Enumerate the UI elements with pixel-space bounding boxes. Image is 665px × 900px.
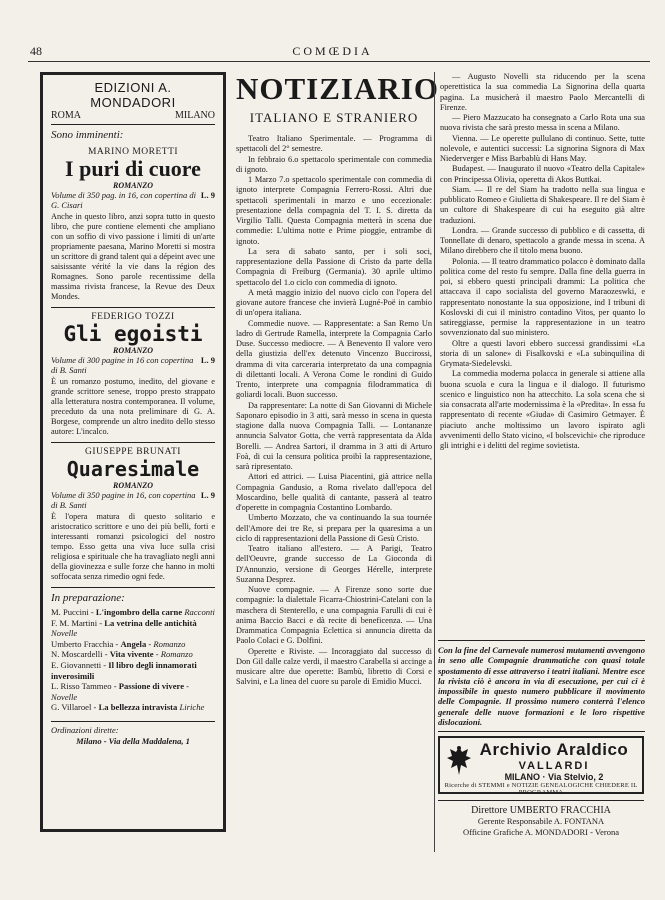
news-paragraph: Operette e Riviste. — Incoraggiato dal successo di Don Gil dalle calze verdi, il maestro Carabella si accinge a musicare altre due operette: Bambù, libretto di Corsi e Salvini, e La linea del cuore su parole di Emidio Mucci.: [236, 646, 432, 687]
article-body-middle: [236, 134, 432, 688]
ad-divider: [51, 442, 215, 443]
book-volume: L. 9 Volume di 300 pagine in 16 con copertina di B. Santi: [51, 355, 215, 375]
ad-book: [51, 147, 215, 302]
book-author: MARINO MORETTI: [87, 147, 179, 157]
news-paragraph: Siam. — Il re del Siam ha tradotto nella sua lingua e pubblicato Romeo e Giulietta di Shakespeare. Il re del Siam è un cultore di Shakespeare di cui ha eseguito già altre traduzioni.: [440, 184, 645, 225]
news-paragraph: Teatro Italiano Sperimentale. — Programma di spettacoli del 2° semestre.: [236, 134, 432, 154]
article-title: NOTIZIARIO: [236, 71, 439, 106]
ad-cities: [51, 110, 215, 125]
ad-book: [51, 447, 215, 582]
news-paragraph: In febbraio 6.o spettacolo sperimentale con commedia di ignoto.: [236, 154, 432, 174]
book-price: L. 9: [200, 190, 215, 200]
mondadori-ad: [40, 72, 226, 832]
news-paragraph: Attori ed attrici. — Luisa Piacentini, già attrice nella Compagnia Gandusio, a Roma rivelato dall'epoca del Moscardino, belle qualità di cantante, passerà al teatro d'operette in compagnia Costantino Lombardo.: [236, 472, 432, 512]
ad-orders: [51, 721, 215, 747]
credits: [438, 800, 644, 838]
news-paragraph: Umberto Mozzato, che va continuando la sua tournée dell'Amore dei tre Re, si prepara per la quaresima a un ciclo di rappresentazioni della Passione di Gesù Cristo.: [236, 513, 432, 543]
news-column-middle: [236, 71, 439, 688]
book-description: È l'opera matura di questo solitario e aristocratico scrittore e uno dei più belli, forti e interessanti romanzi psicologici del nostro tempo. Esso getta una viva luce sulla crisi religiosa e spirituale che ha travagliato negli anni della giovinezza e sulle forze che hanno in molti soffocata senza rimedio ogni fede.: [51, 512, 215, 581]
ad-divider: [51, 587, 215, 588]
ad-divider: [51, 307, 215, 308]
book-price: L. 9: [200, 490, 215, 500]
eagle-icon: [446, 744, 472, 778]
news-paragraph: Vienna. — Le operette pullulano di continuo. Sette, tutte nolevole, e autentici successi: La signorina Signora di Max Niederverger e Miss Barbablù di Hans May.: [440, 133, 645, 163]
news-paragraph: La commedia moderna polacca in generale si attiene alla buona scuola e cura la lingua e il dialogo. Il futurismo scenico e linguistico non ha attecchito. La sola scena che si sia consacrata all'arte modernissima è la «Predita». In essa fu rappresentato di recente «Giuda» di Casimiro Getmayer. È piaciuto anche moltissimo un lavoro ispirato agli avvenimenti dello Stato vicino, «I bolscevichi» che riproduce gli intrighi e i delitti del regime sovietista.: [440, 369, 645, 450]
araldico-address: MILANO · Via Stelvio, 2: [504, 772, 604, 782]
book-price: L. 9: [200, 355, 215, 365]
magazine-title: COMŒDIA: [292, 44, 373, 58]
book-title: Gli egoisti: [63, 322, 203, 346]
news-column-right: [440, 72, 645, 451]
prep-title: In preparazione:: [51, 592, 125, 604]
prep-item: M. Puccini - L'ingombro della carne Racconti: [51, 607, 215, 617]
book-title: Quaresimale: [66, 457, 200, 481]
prep-item: E. Giovannetti - Il libro degli innamorati inverosimili: [51, 659, 197, 681]
news-paragraph: Da rappresentare: La notte di San Giovanni di Michele Saponaro episodio in 3 atti, sarà messo in scena in questa stagione dalla nuova Compagnia Talli. — Lontananze annuncia Salvator Gotta, che verrà rappresentata da Alda Borelli. — Andrea Sartori, il dramma in 3 atti di Arturo Foà, di cui la censura politica proibì la rappresentazione, sarà ripresentato.: [236, 400, 432, 471]
ad-book: [51, 312, 215, 437]
orders-address: Milano - Via della Maddalena, 1: [76, 735, 190, 746]
orders-label: Ordinazioni dirette:: [51, 724, 119, 735]
araldico-vallardi: VALLARDI: [518, 760, 590, 772]
ad-publisher: EDIZIONI A. MONDADORI: [90, 80, 176, 110]
news-paragraph: Commedie nuove. — Rappresentate: a San Remo Un ladro di Gertrude Ramella, interprete la Compagnia Carlo Duse. Successo mediocre. — A Benevento Il valore vero della giustizia dell'ex detenuto Vincenzo Buccirossi, dramma di vita carceraria interpretato da una compagnia di dilettanti locali. A Verona Come le rondini di Guido Trento, interprete una compagnia filodrammatica di goliardi locali. Buon successo.: [236, 318, 432, 400]
news-paragraph: A metà maggio inizio del nuovo ciclo con l'opera del giovane autore francese che invierà Lugné-Poë in cambio di un'opera italiana.: [236, 287, 432, 318]
article-body-right: [440, 72, 645, 451]
news-paragraph: — Augusto Novelli sta riducendo per la scena operettistica la sua commedia La Signorina della quarta pagina. La musicherà il maestro Paolo Mercantelli di Firenze.: [440, 72, 645, 112]
ad-city-right: MILANO: [175, 110, 215, 121]
ad-city-left: ROMA: [51, 110, 82, 121]
book-genre: ROMANZO: [112, 346, 153, 355]
book-genre: ROMANZO: [112, 481, 153, 490]
book-description: È un romanzo postumo, inedito, del giovane e grande scrittore senese, troppo presto strappato alla letteratura nostra contemporanea. Il volume, preceduto da una nota preliminare di G. A. Borgese, comprende un altro inedito dello stesso autore: L'incalco.: [51, 377, 215, 436]
news-paragraph: 1 Marzo 7.o spettacolo sperimentale con commedia di ignoto interprete Compagnia Ferrero-Rossi. Altri due spettacoli sperimentali in marzo e uno eccezionale: presentazione della compagnia del T. I. S. diretta da Virgilio Talli. Questa Compagnia metterà in scena due commedie: L'ultima notte e Prime pioggie, entrambe di ignoto.: [236, 175, 432, 246]
prep-item: Umberto Fracchia - Angela - Romanzo: [51, 638, 186, 649]
book-description: Anche in questo libro, anzi sopra tutto in questo libro, che pure contiene elementi che ampliano con un soffio di vivo passione i limiti di un'arte propriamente paesana, Marino Moretti si mostra un scrittore di grand talent qui a dépeint avec une saisissante vérité la vie dans la région des Romagnes. Sono parole recentissime della massima rivista francese, la Revue des Deux Mondes.: [51, 212, 215, 301]
book-volume: L. 9 Volume di 350 pagine in 16, con copertina di B. Santi: [51, 490, 215, 510]
article-subtitle: ITALIANO E STRANIERO: [249, 110, 419, 125]
prep-item: N. Moscardelli - Vita vivente - Romanzo: [51, 649, 193, 660]
news-paragraph: Oltre a questi lavori ebbero successi grandissimi «La storia di un salone» di Fisalkovski e «La subinquilina di Grymata-Siedelevski.: [440, 338, 645, 368]
credits-director: Direttore UMBERTO FRACCHIA: [471, 805, 611, 816]
news-paragraph: La sera di sabato santo, per i soli soci, rappresentazione della Passione di Cristo da parte della Compagnia di Freiburg (Germania). 30 aprile ultimo spettacolo del 1.o ciclo con commedia di ignoto.: [236, 246, 432, 287]
prep-list: [51, 607, 215, 713]
book-volume: L. 9 Volume di 350 pag. in 16, con copertina di G. Cisari: [51, 190, 215, 210]
prep-item: G. Villaroel - La bellezza intravista Liriche: [51, 702, 205, 713]
news-paragraph: Budapest. — Inaugurato il nuovo «Teatro della Capitale» con Principessa Olivia, operetta di Akos Buttkai.: [440, 164, 645, 184]
book-genre: ROMANZO: [112, 181, 153, 190]
ad-imminent: Sono imminenti:: [51, 129, 124, 141]
page-number: 48: [30, 44, 42, 58]
news-paragraph: Nuove compagnie. — A Firenze sono sorte due compagnie: la dialettale Ficarra-Chiostrini-Catelani con la maschera di Stenterello, e una compagnia Farulli di cui è anima Baccio Bacci e dà recite di beneficenza. — Una Drammatica Compagnia Eclettica si annuncia diretta da Paolo Colaci e G. Dolfini.: [236, 585, 432, 646]
credits-printer: Officine Grafiche A. MONDADORI - Verona: [463, 827, 619, 837]
prep-item: F. M. Martini - La vetrina delle antichità Novelle: [51, 617, 197, 639]
book-title: I puri di cuore: [65, 156, 201, 181]
credits-manager: Gerente Responsabile A. FONTANA: [477, 816, 605, 826]
prep-item: L. Risso Tammeo - Passione di vivere - Novelle: [51, 681, 190, 702]
news-paragraph: — Piero Mazzucato ha consegnato a Carlo Rota una sua nuova rivista che sarà presto messa in scena a Milano.: [440, 113, 645, 133]
araldico-ricerche: Ricerche di STEMMI e NOTIZIE GENEALOGICHE CHIEDERE IL PROGRAMMA: [444, 782, 638, 796]
book-author: FEDERIGO TOZZI: [91, 312, 175, 322]
news-paragraph: Polonia. — Il teatro drammatico polacco è dominato dalla politica come del resto fu sempre. Dalla fine della guerra in poi, si ebbero questi principali drammi: La politica che attaccava il capo socialista del governo Maraozeswki, e rappresentato nonostante la sua opposizione, ind I tribuni di Koslovski di cui il ministro contadino Vitos, per quanto lo satireggiasse, permise la rappresentazione in un teatro sovvenzionato dal suo ministero.: [440, 256, 645, 338]
news-paragraph: Teatro italiano all'estero. — A Parigi, Teatro dell'Oeuvre, grande successo de La Gioconda di D'Annunzio, versione di Georges Hérelle, interprete Suzanna Desprez.: [236, 544, 432, 584]
araldico-name: Archivio Araldico: [479, 740, 629, 759]
companies-notice: Con la fine del Carnevale numerosi mutamenti avvengono in seno alle Compagnie drammatiche con quasi totale spostamento di esse attraverso i teatri italiani. Mentre esce la rivista ciò è ancora in via di esecuzione, per cui ci è impossibile in questo numero pubblicare il movimento delle Compagnie. Il prossimo numero conterrà l'elenco generale delle nuove formazioni e le loro rispettive dislocazioni.: [438, 640, 645, 732]
araldico-ad: [438, 736, 644, 794]
book-author: GIUSEPPE BRUNATI: [85, 447, 181, 457]
header-rule: [28, 61, 650, 62]
news-paragraph: Londra. — Grande successo di pubblico e di cassetta, di Tonnellate di denaro, spettacolo a grande messa in scena. A Milano direbbero che il titolo mena buono.: [440, 225, 645, 256]
column-divider: [434, 72, 435, 852]
